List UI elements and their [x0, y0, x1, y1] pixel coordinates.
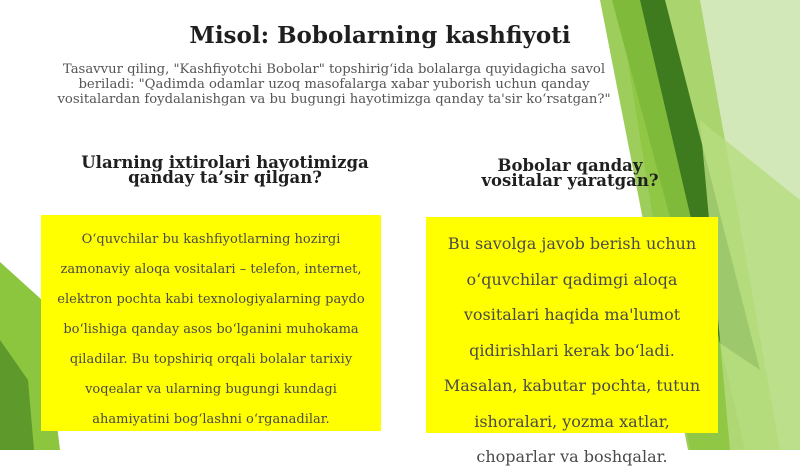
left-column-heading: Ularning ixtirolari hayotimizga qanday ta’sir qilgan? — [81, 153, 369, 187]
right-column-heading: Bobolar qanday vositalar yaratgan? — [481, 156, 659, 190]
left-highlight-box — [41, 215, 381, 431]
left-box-text: O‘quvchilar bu kashfiyotlarning hozirgi zamonaviy aloqa vositalari – telefon, internet, elektron pochta kabi texnologiyalarning paydo bo‘lishiga qanday asos bo‘lganini muhokama qiladilar. Bu topshiriq orqali bolalar tarixiy voqealar va ularning bugungi kundagi ahamiyatini bog‘lashni o‘rganadilar. — [57, 232, 365, 427]
intro-text: Tasavvur qiling, "Kashfiyotchi Bobolar" topshirig‘ida bolalarga quyidagicha savol beriladi: "Qadimda odamlar uzoq masofalarga xabar yuborish uchun qanday vositalardan foydalanishgan va bu bugungi hayotimizga qanday ta'sir ko‘rsatgan?" — [57, 62, 611, 107]
slide-title: Misol: Bobolarning kashfiyoti — [189, 22, 571, 49]
right-highlight-box — [426, 217, 718, 466]
right-box-text: Bu savolga javob berish uchun o‘quvchilar qadimgi aloqa vositalari haqida ma'lumot qidirishlari kerak bo‘ladi. Masalan, kabutar pochta, tutun ishoralari, yozma xatlar, choparlar va boshqalar. — [443, 234, 701, 466]
